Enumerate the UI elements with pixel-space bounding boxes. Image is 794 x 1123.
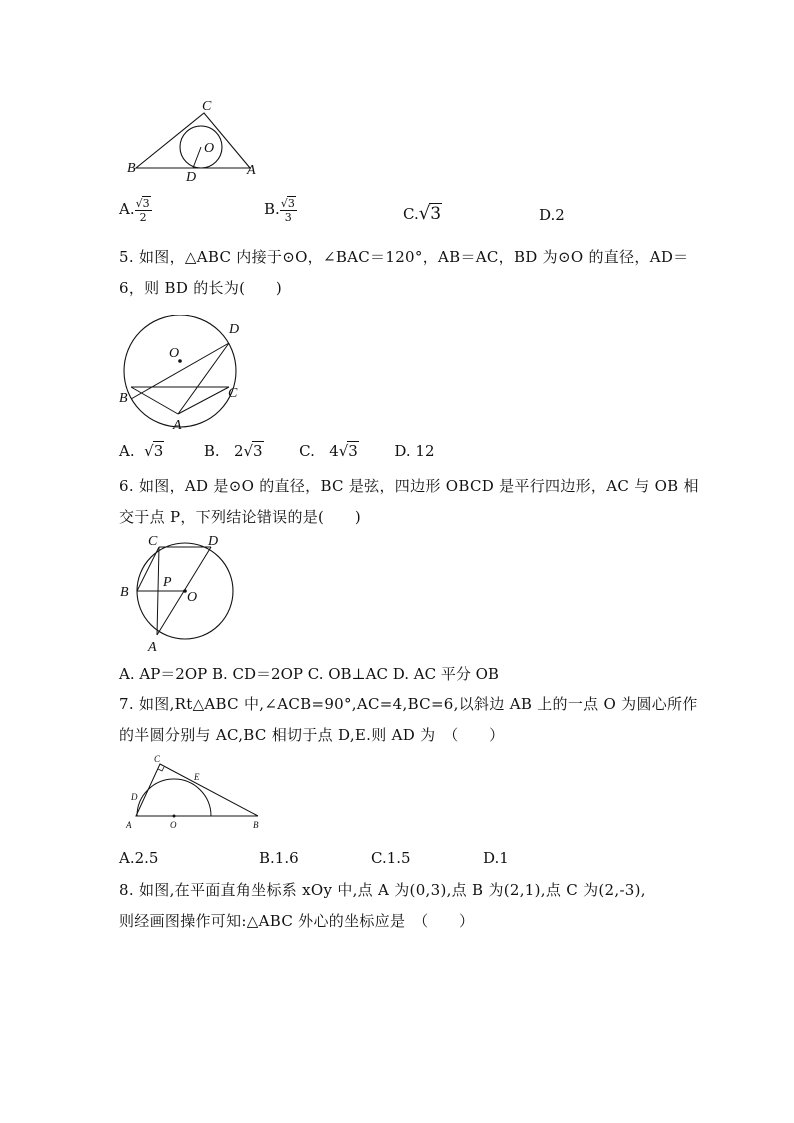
q4-option-b-numerator: 3 <box>287 197 295 210</box>
q7-label-e: E <box>194 772 200 782</box>
q6-label-p: P <box>163 575 172 590</box>
q5-option-b: B. 2√3 <box>203 442 263 460</box>
q5-label-o: O <box>169 346 180 361</box>
q4-option-a-prefix: A. <box>119 200 135 218</box>
q4-option-b-denominator: 3 <box>284 211 292 224</box>
q4-option-b <box>264 196 297 224</box>
q6-label-o: O <box>187 590 198 605</box>
q5-options <box>119 441 435 460</box>
q7-right-angle-mark <box>158 767 164 771</box>
q5-label-c: C <box>228 386 238 401</box>
q4-label-b: B <box>127 161 136 176</box>
q4-option-a-numerator: 3 <box>142 197 150 210</box>
q6-label-a: A <box>148 640 157 655</box>
q7-option-b: B.1.6 <box>259 849 299 867</box>
q6-figure <box>115 533 245 658</box>
q4-option-b-fraction: $\frac{√3}{3}$ <box>280 197 295 224</box>
q5-figure <box>115 315 255 435</box>
q4-option-a-denominator: 2 <box>139 211 147 224</box>
q7-label-d: D <box>131 792 138 802</box>
q7-label-a: A <box>126 820 132 830</box>
q5-diameter-bd <box>131 343 229 399</box>
q4-label-c: C <box>202 99 212 114</box>
q8-text-line2: 则经画图操作可知:△ABC 外心的坐标应是 （ ） <box>119 912 475 930</box>
q7-text-line1: 7. 如图,Rt△ABC 中,∠ACB=90°,AC=4,BC=6,以斜边 AB 上的一点 O 为圆心所作 <box>119 695 698 713</box>
q6-options: A. AP＝2OP B. CD＝2OP C. OB⊥AC D. AC 平分 OB <box>119 665 499 683</box>
q5-chord-ca <box>178 387 229 414</box>
q4-label-o: O <box>204 141 215 156</box>
q7-text-line2: 的半圆分别与 AC,BC 相切于点 D,E.则 AD 为 （ ） <box>119 726 505 744</box>
q5-option-d: D. 12 <box>394 442 435 460</box>
q5-chord-ba <box>131 387 178 414</box>
q8-text-line1: 8. 如图,在平面直角坐标系 xOy 中,点 A 为(0,3),点 B 为(2,1),点 C 为(2,-3), <box>119 881 646 899</box>
q4-label-d: D <box>186 170 197 185</box>
q6-label-d: D <box>208 534 219 549</box>
q5-label-b: B <box>119 391 128 406</box>
q5-label-a: A <box>173 418 182 433</box>
q7-option-a: A.2.5 <box>119 849 159 867</box>
q6-text-line2: 交于点 P，下列结论错误的是( ) <box>119 508 361 526</box>
q4-option-c-prefix: C. <box>403 205 419 223</box>
q4-radius <box>193 147 201 168</box>
q5-option-c: C. 4√3 <box>299 442 358 460</box>
q6-label-c: C <box>148 534 158 549</box>
q6-text-line1: 6. 如图，AD 是⊙O 的直径，BC 是弦，四边形 OBCD 是平行四边形，AC 与 OB 相 <box>119 477 699 495</box>
q6-label-b: B <box>120 585 129 600</box>
q7-option-d: D.1 <box>483 849 509 867</box>
q7-center-dot <box>173 815 176 818</box>
q4-option-c: C.√3 <box>403 203 442 224</box>
q4-option-c-radicand: 3 <box>430 204 442 224</box>
q7-label-b: B <box>253 820 259 830</box>
q7-option-c: C.1.5 <box>371 849 411 867</box>
q7-figure <box>122 752 272 832</box>
q7-label-c: C <box>154 754 161 764</box>
q7-semicircle <box>137 779 211 816</box>
q5-text-line2: 6，则 BD 的长为( ) <box>119 279 283 297</box>
q5-option-a: A. √3 <box>119 442 164 460</box>
q4-option-a <box>119 196 152 224</box>
q5-text-line1: 5. 如图，△ABC 内接于⊙O，∠BAC＝120°，AB＝AC，BD 为⊙O 的直径，AD＝ <box>119 248 689 266</box>
q4-label-a: A <box>247 163 256 178</box>
q5-chord-ad <box>178 343 229 414</box>
q5-label-d: D <box>229 322 240 337</box>
q4-figure <box>120 96 270 186</box>
q6-chord-bc <box>137 547 159 591</box>
q4-option-d: D.2 <box>539 206 565 224</box>
q4-option-a-fraction: $\frac{√3}{2}$ <box>135 197 150 224</box>
q7-label-o: O <box>170 820 177 830</box>
q4-option-b-prefix: B. <box>264 200 280 218</box>
q4-triangle <box>136 113 250 168</box>
